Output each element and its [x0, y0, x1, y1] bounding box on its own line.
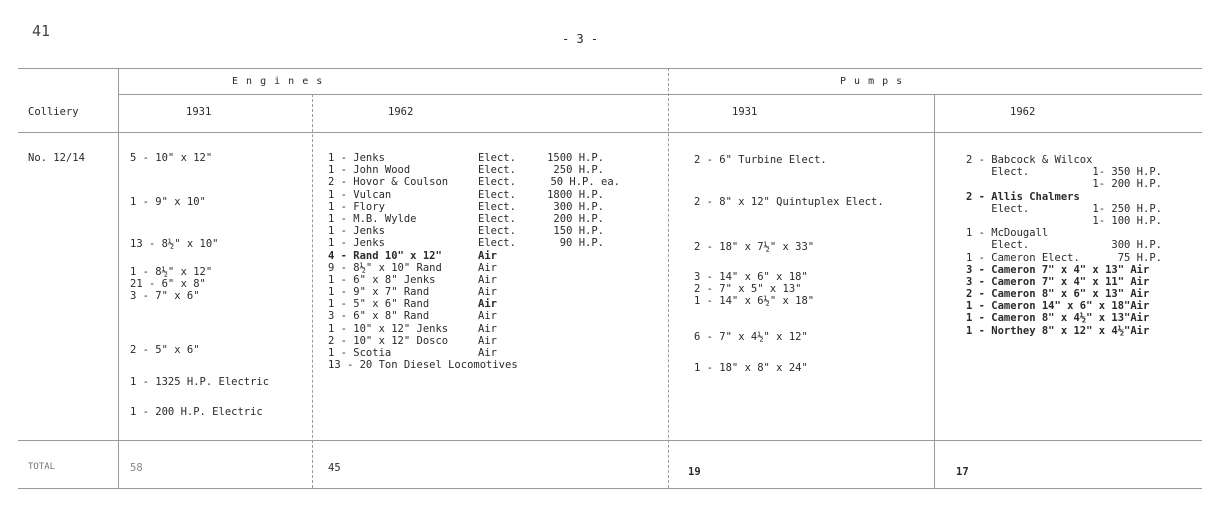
- engine-desc: 1 - Jenks: [328, 225, 385, 238]
- pumps-1962-item: 2 - Allis Chalmers: [966, 190, 1080, 203]
- engine-desc: 13 - 20 Ton Diesel Locomotives: [328, 359, 518, 372]
- engine-desc: 1 - Flory: [328, 200, 385, 213]
- engine-power: Elect.: [478, 200, 516, 213]
- engine-hp: 90 H.P.: [559, 237, 604, 250]
- engine-power: Air: [478, 261, 497, 274]
- engines-1962-row: [328, 164, 624, 176]
- engines-1962-row: [328, 176, 624, 188]
- engine-hp: 1800 H.P.: [547, 188, 604, 201]
- engine-power: Air: [478, 322, 497, 335]
- engine-power: Elect.: [478, 237, 516, 250]
- total-pumps-1931: 19: [688, 466, 701, 478]
- pumps-1962-item: 1 - Cameron 8" x 4½" x 13"Air: [966, 312, 1150, 325]
- pumps-1931-item: 2 - 6" Turbine Elect.: [694, 154, 827, 166]
- pumps-1962-item: 1- 200 H.P.: [966, 178, 1162, 191]
- engine-power: Air: [478, 286, 497, 299]
- engines-1931-header: 1931: [186, 106, 212, 118]
- engines-1962-row: [328, 189, 624, 201]
- engine-power: Air: [478, 298, 497, 311]
- engine-hp: 200 H.P.: [553, 212, 604, 225]
- pumps-1962-item: Elect. 1- 350 H.P.: [966, 166, 1162, 179]
- engines-1962-row: [328, 286, 624, 298]
- pumps-1931-header: 1931: [732, 106, 758, 118]
- engines-pumps-divider: [668, 68, 669, 488]
- engine-desc: 1 - Jenks: [328, 152, 385, 164]
- pumps-group-header: P u m p s: [840, 76, 904, 87]
- pumps-1931-item: 6 - 7" x 4½" x 12": [694, 331, 808, 343]
- engine-power: Air: [478, 249, 497, 262]
- pumps-1962-item: 1 - McDougall: [966, 227, 1049, 240]
- engines-1931-item: 1 - 9" x 10": [130, 196, 206, 208]
- engines-1962-header: 1962: [388, 106, 414, 118]
- pumps-1962-item: 2 - Cameron 8" x 6" x 13" Air: [966, 288, 1150, 301]
- engines-1931-item: 1 - 1325 H.P. Electric: [130, 376, 270, 388]
- engines-1962-row: [328, 298, 624, 310]
- engine-desc: 2 - 10" x 12" Dosco: [328, 334, 449, 347]
- colliery-col-divider: [118, 68, 119, 488]
- total-pumps-1962: 17: [956, 466, 969, 478]
- pumps-1962-item: 1 - Cameron Elect. 75 H.P.: [966, 251, 1162, 264]
- colliery-column-header: Colliery: [28, 106, 79, 118]
- engine-power: Air: [478, 273, 497, 286]
- engine-desc: 1 - 6" x 8" Jenks: [328, 273, 436, 286]
- pumps-1962-header: 1962: [1010, 106, 1036, 118]
- engines-1962-row: [328, 323, 624, 335]
- engines-1962-row: [328, 250, 624, 262]
- engine-hp: 1500 H.P.: [547, 152, 604, 164]
- engines-1962-row: [328, 225, 624, 237]
- pumps-1931-item: 2 - 7" x 5" x 13": [694, 283, 802, 295]
- engine-desc: 1 - 10" x 12" Jenks: [328, 322, 449, 335]
- pumps-1931-item: 1 - 14" x 6½" x 18": [694, 295, 815, 307]
- engine-power: Elect.: [478, 212, 516, 225]
- pumps-1962-item: 1 - Cameron 14" x 6" x 18"Air: [966, 300, 1150, 313]
- engine-hp: 50 H.P. ea.: [550, 176, 620, 189]
- pumps-1962-item: 3 - Cameron 7" x 4" x 13" Air: [966, 263, 1150, 276]
- engines-1962-list: [328, 152, 624, 371]
- engine-hp: 300 H.P.: [553, 200, 604, 213]
- engine-desc: 1 - 5" x 6" Rand: [328, 298, 430, 311]
- engine-desc: 2 - Hovor & Coulson: [328, 176, 449, 189]
- engines-1931-item: 3 - 7" x 6": [130, 290, 200, 302]
- pumps-1962-item: 3 - Cameron 7" x 4" x 11" Air: [966, 275, 1150, 288]
- page-mark: 41: [32, 22, 51, 40]
- engines-1962-row: [328, 359, 624, 371]
- engine-desc: 1 - Jenks: [328, 237, 385, 250]
- pumps-1931-item: 2 - 8" x 12" Quintuplex Elect.: [694, 196, 884, 208]
- engines-year-divider: [312, 94, 313, 488]
- colliery-name: No. 12/14: [28, 152, 85, 164]
- engine-power: Elect.: [478, 225, 516, 238]
- pumps-1931-item: 2 - 18" x 7½" x 33": [694, 241, 815, 253]
- engines-group-header: E n g i n e s: [232, 76, 324, 87]
- engines-1931-item: 21 - 6" x 8": [130, 278, 206, 290]
- year-header-rule: [18, 132, 1202, 133]
- engines-1931-item: 1 - 8½" x 12": [130, 266, 213, 278]
- engine-power: Elect.: [478, 176, 516, 189]
- engines-1931-item: 5 - 10" x 12": [130, 152, 213, 164]
- engine-hp: 150 H.P.: [553, 225, 604, 238]
- engine-power: Elect.: [478, 164, 516, 177]
- engines-1962-row: [328, 152, 624, 164]
- engine-power: Air: [478, 310, 497, 323]
- engines-1931-item: 1 - 200 H.P. Electric: [130, 406, 263, 418]
- engines-1962-row: [328, 347, 624, 359]
- engine-desc: 1 - John Wood: [328, 164, 411, 177]
- pumps-1962-item: 2 - Babcock & Wilcox: [966, 154, 1093, 166]
- group-header-rule: [118, 94, 1202, 95]
- pumps-1962-item: 1 - Northey 8" x 12" x 4½"Air: [966, 324, 1150, 337]
- pumps-year-divider: [934, 94, 935, 488]
- engine-desc: 1 - 9" x 7" Rand: [328, 286, 430, 299]
- total-engines-1962: 45: [328, 462, 341, 474]
- engine-hp: 250 H.P.: [553, 164, 604, 177]
- engine-power: Elect.: [478, 188, 516, 201]
- table-bottom-rule: [18, 488, 1202, 489]
- engines-1962-row: [328, 274, 624, 286]
- page-number: - 3 -: [562, 32, 599, 46]
- engines-1931-item: 2 - 5" x 6": [130, 344, 200, 356]
- engines-1962-row: [328, 237, 624, 249]
- pumps-1962-item: Elect. 1- 250 H.P.: [966, 202, 1162, 215]
- engines-1962-row: [328, 310, 624, 322]
- engines-1962-row: [328, 335, 624, 347]
- pumps-1962-list: [966, 154, 1162, 337]
- engine-desc: 1 - Vulcan: [328, 188, 392, 201]
- engines-1931-item: 13 - 8½" x 10": [130, 238, 219, 250]
- engines-1962-row: [328, 213, 624, 225]
- engine-desc: 9 - 8½" x 10" Rand: [328, 261, 442, 274]
- engine-power: Air: [478, 347, 497, 359]
- engine-power: Elect.: [478, 152, 516, 164]
- pumps-1962-item: Elect. 300 H.P.: [966, 239, 1162, 252]
- engines-1962-row: [328, 201, 624, 213]
- engine-desc: 4 - Rand 10" x 12": [328, 249, 442, 262]
- pumps-1931-item: 1 - 18" x 8" x 24": [694, 362, 808, 374]
- engines-1962-row: [328, 262, 624, 274]
- total-rule-top: [18, 440, 1202, 441]
- engine-desc: 1 - Scotia: [328, 347, 392, 359]
- total-engines-1931: 58: [130, 462, 143, 474]
- table-top-rule: [18, 68, 1202, 69]
- pumps-1931-item: 3 - 14" x 6" x 18": [694, 271, 808, 283]
- engine-desc: 1 - M.B. Wylde: [328, 212, 417, 225]
- pumps-1962-item: 1- 100 H.P.: [966, 214, 1162, 227]
- engine-desc: 3 - 6" x 8" Rand: [328, 310, 430, 323]
- total-label: TOTAL: [28, 462, 56, 472]
- engine-power: Air: [478, 334, 497, 347]
